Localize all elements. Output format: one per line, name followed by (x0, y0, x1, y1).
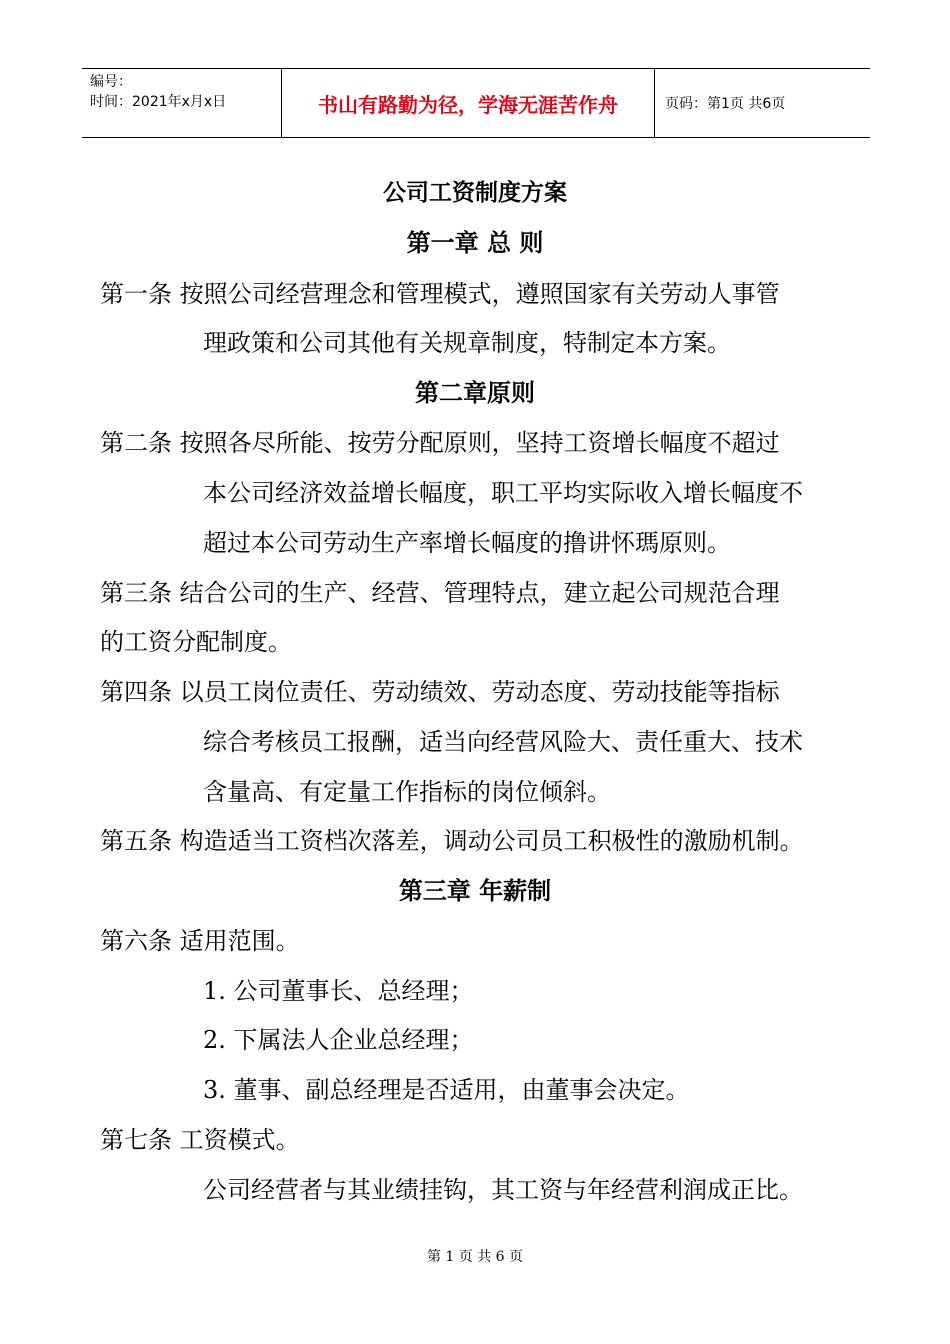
article-6-line-1: 第六条 适用范围。 (100, 927, 300, 955)
article-7-line-1: 第七条 工资模式。 (100, 1126, 300, 1154)
header-page-info: 页码：第1页 共6页 (665, 96, 786, 112)
article-4-line-3: 含量高、有定量工作指标的岗位倾斜。 (203, 778, 611, 806)
article-4-line-1: 第四条 以员工岗位责任、劳动绩效、劳动态度、劳动技能等指标 (100, 678, 780, 706)
list-item-2: 2. 下属法人企业总经理； (203, 1026, 474, 1054)
article-5-line-1: 第五条 构造适当工资档次落差，调动公司员工积极性的激励机制。 (100, 827, 804, 855)
chapter-1-heading: 第一章 总 则 (406, 228, 544, 257)
header-number-label: 编号： (90, 74, 132, 90)
doc-title: 公司工资制度方案 (383, 179, 567, 206)
article-3-line-2: 的工资分配制度。 (100, 628, 292, 656)
chapter-2-heading: 第二章原则 (415, 378, 535, 407)
article-7-line-2: 公司经营者与其业绩挂钩，其工资与年经营利润成正比。 (203, 1176, 803, 1204)
header-table (82, 68, 870, 138)
article-1-line-2: 理政策和公司其他有关规章制度，特制定本方案。 (203, 329, 731, 357)
article-2-line-2: 本公司经济效益增长幅度，职工平均实际收入增长幅度不 (203, 479, 803, 507)
article-2-line-3: 超过本公司劳动生产率增长幅度的撸讲怀瑪原则。 (203, 529, 731, 557)
header-motto: 书山有路勤为径，学海无涯苦作舟 (282, 69, 655, 137)
article-1-line-1: 第一条 按照公司经营理念和管理模式，遵照国家有关劳动人事管 (100, 280, 780, 308)
page-footer: 第 1 页 共 6 页 (426, 1249, 524, 1265)
header-time-label: 时间：2021年x月x日 (90, 94, 227, 110)
article-4-line-2: 综合考核员工报酬，适当向经营风险大、责任重大、技术 (203, 728, 803, 756)
article-2-line-1: 第二条 按照各尽所能、按劳分配原则，坚持工资增长幅度不超过 (100, 429, 780, 457)
list-item-1: 1. 公司董事长、总经理； (203, 977, 474, 1005)
header-meta (82, 69, 282, 137)
article-3-line-1: 第三条 结合公司的生产、经营、管理特点，建立起公司规范合理 (100, 579, 780, 607)
chapter-3-heading: 第三章 年薪制 (398, 876, 552, 905)
list-item-3: 3. 董事、副总经理是否适用，由董事会决定。 (203, 1076, 690, 1104)
